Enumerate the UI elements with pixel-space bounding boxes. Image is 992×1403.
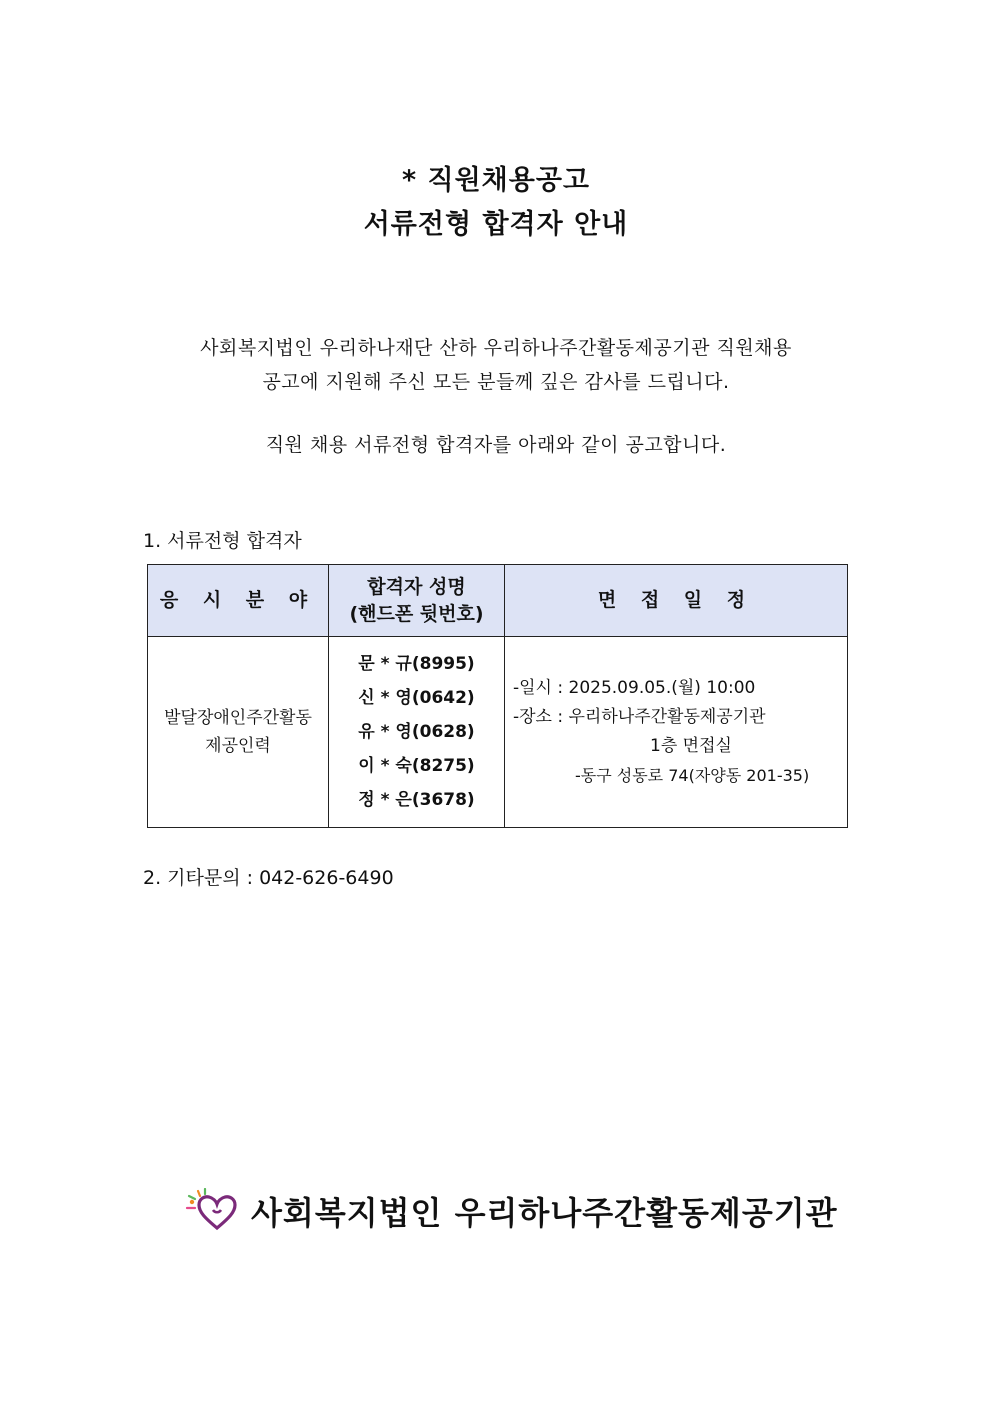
field-line2: 제공인력 <box>205 736 271 756</box>
field-cell <box>148 637 329 828</box>
field-line1: 발달장애인주간활동 <box>164 707 312 728</box>
passer-name: 정 * 은(3678) <box>358 790 475 810</box>
names-cell <box>329 637 505 828</box>
schedule-place: -장소 : 우리하나주간활동제공기관 <box>513 707 766 727</box>
table-header-row <box>148 565 848 637</box>
org-name: 사회복지법인 우리하나주간활동제공기관 <box>251 1194 838 1232</box>
passer-name: 신 * 영(0642) <box>358 688 475 708</box>
schedule-cell <box>505 637 848 828</box>
passer-name: 유 * 영(0628) <box>358 722 475 742</box>
schedule-date: -일시 : 2025.09.05.(월) 10:00 <box>513 678 756 698</box>
schedule-room: 1층 면접실 <box>650 736 732 756</box>
passer-name: 이 * 숙(8275) <box>358 756 475 776</box>
footer <box>183 1186 838 1236</box>
contact-info: 2. 기타문의 : 042-626-6490 <box>143 867 394 889</box>
passer-name: 문 * 규(8995) <box>358 654 475 674</box>
section-1-heading: 1. 서류전형 합격자 <box>143 530 302 552</box>
intro-line-2: 공고에 지원해 주신 모든 분들께 깊은 감사를 드립니다. <box>262 371 730 393</box>
header-schedule: 면 접 일 정 <box>505 565 848 637</box>
header-names-line1: 합격자 성명 <box>367 575 466 598</box>
header-names <box>329 565 505 637</box>
notice-subtitle: 서류전형 합격자 안내 <box>363 209 629 240</box>
intro-line-3: 직원 채용 서류전형 합격자를 아래와 같이 공고합니다. <box>265 434 727 456</box>
table-row <box>148 637 848 828</box>
intro-line-1: 사회복지법인 우리하나재단 산하 우리하나주간활동제공기관 직원채용 <box>200 337 792 359</box>
schedule-address: -동구 성동로 74(자양동 201-35) <box>575 766 810 785</box>
header-names-line2: (핸드폰 뒷번호) <box>349 602 484 625</box>
heart-logo-icon <box>183 1188 239 1234</box>
passers-table <box>147 564 848 828</box>
header-field: 응 시 분 야 <box>148 565 329 637</box>
notice-title: * 직원채용공고 <box>401 165 590 196</box>
